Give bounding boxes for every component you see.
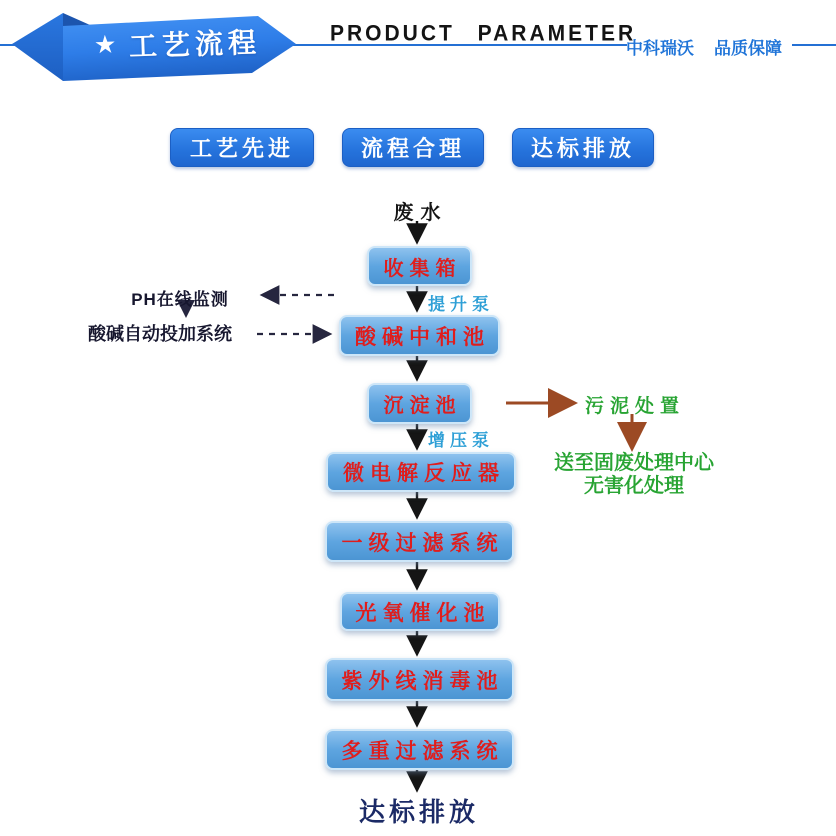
- flow-box-primary-filter-system: 一级过滤系统: [325, 521, 514, 562]
- badge-advanced-process: 工艺先进: [170, 128, 314, 167]
- banner-title: 工艺流程: [128, 26, 262, 63]
- destination-line1: 送至固废处理中心: [554, 452, 714, 474]
- dashed-branch-arrows: [257, 295, 334, 334]
- dosing-system-label: 酸碱自动投加系统: [88, 324, 232, 344]
- flow-box-sedimentation-pool: 沉淀池: [367, 383, 472, 424]
- star-icon: ★: [93, 30, 117, 60]
- section-heading: PRODUCT PARAMETER: [330, 21, 637, 46]
- badge-standard-discharge: 达标排放: [512, 128, 654, 167]
- flow-box-photocatalytic-pool: 光氧催化池: [340, 592, 500, 631]
- brand-tagline: [626, 34, 782, 59]
- destination-line2: 无害化处理: [584, 475, 684, 497]
- solid-waste-destination-label: [524, 452, 744, 498]
- brand-name: 中科瑞沃: [626, 39, 694, 58]
- brand-slogan: 品质保障: [714, 39, 782, 58]
- source-label: 废水: [393, 202, 448, 224]
- sludge-disposal-label: 污泥处置: [585, 396, 686, 417]
- final-discharge-label: 达标排放: [358, 797, 479, 827]
- boost-pump-label: 增压泵: [428, 431, 494, 450]
- header-rule-right: [792, 44, 836, 46]
- ph-monitor-label: PH在线监测: [131, 290, 229, 309]
- lift-pump-label: 提升泵: [428, 295, 494, 314]
- flow-box-neutralization-pool: 酸碱中和池: [339, 315, 500, 356]
- banner-left-arrow: [12, 13, 63, 81]
- flow-box-collection-tank: 收集箱: [367, 246, 472, 286]
- flow-box-multi-filter-system: 多重过滤系统: [325, 729, 514, 770]
- flow-box-microelectrolysis-reactor: 微电解反应器: [326, 452, 516, 492]
- badge-reasonable-flow: 流程合理: [342, 128, 484, 167]
- flow-box-uv-disinfection-pool: 紫外线消毒池: [325, 658, 514, 701]
